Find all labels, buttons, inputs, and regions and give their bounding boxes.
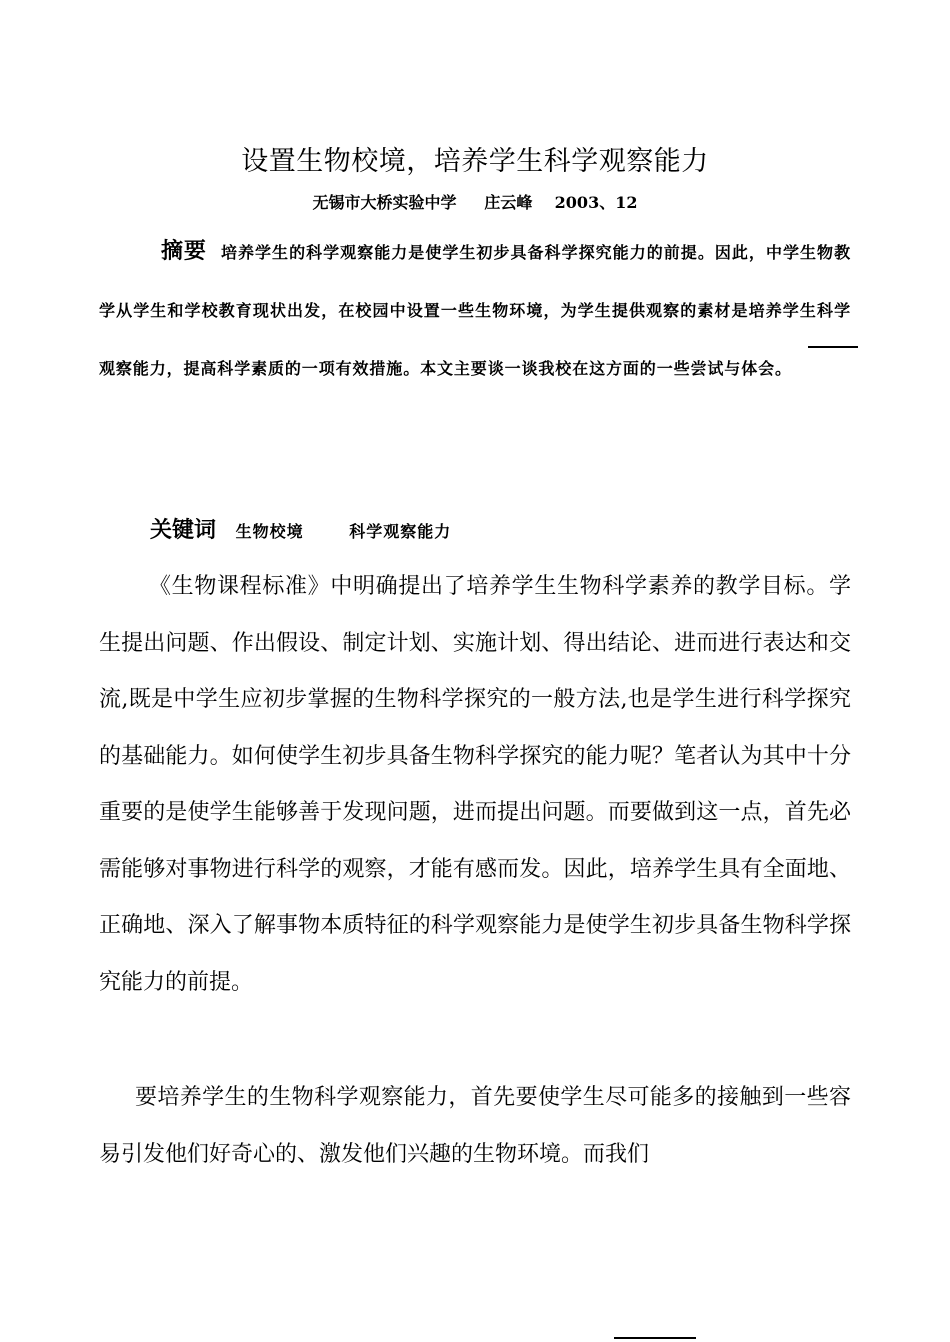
abstract-paragraph — [99, 222, 851, 398]
abstract-text: 培养学生的科学观察能力是使学生初步具备科学探究能力的前提。因此，中学生物教学从学生和学校教育现状出发，在校园中设置一些生物环境，为学生提供观察的素材是培养学生科学观察能力，提高科学素质的一项有效措施。本文主要谈一谈我校在这方面的一些尝试与体会。 — [99, 243, 851, 378]
keywords-line — [150, 506, 451, 556]
abstract-label: 摘要 — [161, 238, 207, 264]
keyword-item: 科学观察能力 — [349, 522, 452, 541]
author-byline: 无锡市大桥实验中学 庄云峰 2003、12 — [312, 193, 638, 212]
revision-overline-mark — [808, 346, 858, 348]
keywords-label: 关键词 — [150, 517, 217, 543]
footer-rule — [614, 1337, 696, 1339]
keyword-item: 生物校境 — [235, 522, 304, 541]
body-paragraph: 《生物课程标准》中明确提出了培养学生生物科学素养的教学目标。学生提出问题、作出假设、制定计划、实施计划、得出结论、进而进行表达和交流,既是中学生应初步掌握的生物科学探究的一般方法,也是学生进行科学探究的基础能力。如何使学生初步具备生物科学探究的能力呢？笔者认为其中十分重要的是使学生能够善于发现问题，进而提出问题。而要做到这一点，首先必需能够对事物进行科学的观察，才能有感而发。因此，培养学生具有全面地、正确地、深入了解事物本质特征的科学观察能力是使学生初步具备生物科学探究能力的前提。 — [99, 574, 851, 995]
document-title: 设置生物校境，培养学生科学观察能力 — [241, 146, 709, 177]
body-paragraph: 要培养学生的生物科学观察能力，首先要使学生尽可能多的接触到一些容易引发他们好奇心的、激发他们兴趣的生物环境。而我们 — [99, 1085, 851, 1167]
